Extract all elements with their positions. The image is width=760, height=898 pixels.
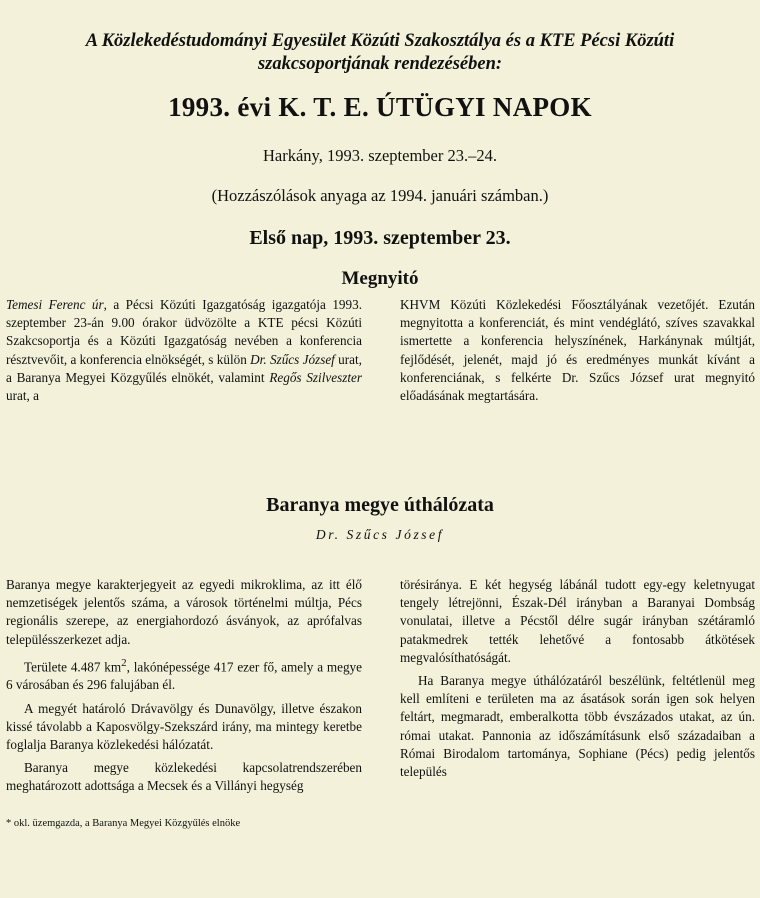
article-author: Dr. Szűcs József <box>315 527 445 542</box>
article-paragraph: Ha Baranya megye úthálózatáról beszélünk, feltétlenül meg kell említeni e területen ma az ásatások során igen sok helyen feltárt, megmaradt, emberalkotta több évszázados utakat, az ún. római utakat. Pannonia az időszámításunk első századaiban a Római Birodalom tartománya, Sophiane (Pécs) pedig jelentős település <box>400 673 755 780</box>
opening-name-regos: Regős Szilveszter <box>269 369 362 385</box>
opening-name-szucs: Dr. Szűcs József <box>250 351 335 367</box>
footnote: * okl. üzemgazda, a Baranya Megyei Közgyűlés elnöke <box>6 818 241 829</box>
article-column-left <box>6 576 362 796</box>
event-title: 1993. évi K. T. E. ÚTÜGYI NAPOK <box>168 92 592 122</box>
article-column-right <box>400 576 755 781</box>
article-title: Baranya megye úthálózata <box>266 494 494 516</box>
opening-paragraph: Temesi Ferenc úr, a Pécsi Közúti Igazgatóság igazgatója 1993. szeptember 23-án 9.00 órakor üdvözölte a KTE pécsi Közúti Szakcsoportja és a Közúti Igazgatóság nevében a konferencia résztvevőit, a konferencia elnökségét, s külön Dr. Szűcs József urat, a Baranya Megyei Közgyűlés elnökét, valamint Regős Szilveszter urat, a <box>6 297 362 404</box>
opening-column-left <box>6 296 362 405</box>
event-intro <box>20 30 740 76</box>
day-heading: Első nap, 1993. szeptember 23. <box>249 227 511 249</box>
opening-name-temesi: Temesi Ferenc úr <box>6 297 104 312</box>
article-paragraph: Területe 4.487 $km^2$, lakónépessége 417 ezer fő, amely a megye 6 városában és 296 falujában él. <box>6 656 363 693</box>
event-place-date: Harkány, 1993. szeptember 23.–24. <box>263 146 497 165</box>
article-paragraph: Baranya megye közlekedési kapcsolatrendszerében meghatározott adottsága a Mecsek és a Villányi hegység <box>6 760 362 794</box>
article-paragraph: Baranya megye karakterjegyeit az egyedi mikroklima, az itt élő nemzetiségek jelentős száma, a városok történelmi múltja, Pécs regionális szerepe, az energiahordozó ásványok, az aprófalvas településszerkezet adja. <box>6 577 362 647</box>
article-paragraph: A megyét határoló Drávavölgy és Dunavölgy, illetve északon kissé távolabb a Kaposvölgy-Szekszárd irány, ma mintegy keretbe foglalja Baranya közlekedési hálózatát. <box>6 700 362 753</box>
intro-line-2: szakcsoportjának rendezésében: <box>257 54 503 74</box>
intro-line-1: A Közlekedéstudományi Egyesület Közúti Szakosztálya és a KTE Pécsi Közúti <box>85 31 675 51</box>
opening-paragraph-continued: KHVM Közúti Közlekedési Főosztályának vezetőjét. Ezután megnyitotta a konferenciát, és mint vendéglátó, szíves szavakkal ismertette a konferencia helyszínének, Harkánynak múltját, fejlődését, jelenét, majd jó és eredményes munkát kívánt a konferenciának, s felkérte Dr. Szűcs József urat megnyitó előadásának megtartására. <box>400 297 755 404</box>
comments-note: (Hozzászólások anyaga az 1994. januári számban.) <box>211 186 549 205</box>
opening-column-right <box>400 296 755 405</box>
section-heading: Megnyitó <box>341 268 419 289</box>
article-paragraph: törésiránya. E két hegység lábánál tudott egy-egy keletnyugat tengely létrejönni, Észak-Dél irányban a Baranyai Dombság vonulatai, illetve a Pécstől délre sugár irányban szétáramló patakmedrek tették lehetővé a fontosabb átkötések megvalósíthatóságát. <box>400 577 755 665</box>
